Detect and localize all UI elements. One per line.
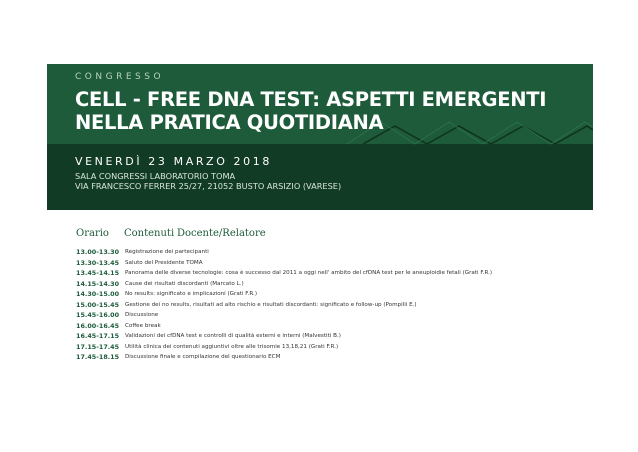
schedule-row <box>0 289 638 300</box>
row-description: Registrazione dei partecipanti <box>125 249 209 255</box>
event-title-line1: CELL - FREE DNA TEST: ASPETTI EMERGENTI <box>75 88 547 111</box>
schedule-row <box>0 258 638 269</box>
row-time: 17.45-18.15 <box>76 353 120 361</box>
header-banner <box>47 64 593 210</box>
row-time: 16.00-16.45 <box>76 321 120 330</box>
schedule-row <box>0 331 638 342</box>
event-title <box>75 88 546 134</box>
schedule-row <box>0 310 638 321</box>
header-time: Orario <box>76 228 109 239</box>
header-speaker: Docente/Relatore <box>177 228 266 239</box>
venue-name: SALA CONGRESSI LABORATORIO TOMA <box>75 171 236 181</box>
row-description: Saluto del Presidente TOMA <box>125 259 203 266</box>
row-description: Utilità clinica dei contenuti aggiuntivi oltre alle trisomie 13,18,21 (Grati F.R.) <box>125 343 339 350</box>
schedule-list <box>0 247 638 363</box>
schedule-row <box>0 352 638 363</box>
row-description: No results: significato e implicazioni (Grati F.R.) <box>125 291 258 297</box>
row-time: 13.00-13.30 <box>76 248 120 256</box>
row-description: Discussione finale e compilazione del questionario ECM <box>125 354 281 360</box>
row-description: Coffee break <box>125 322 161 329</box>
row-time: 14.30-15.00 <box>76 290 120 298</box>
row-time: 14.15-14.30 <box>76 279 120 288</box>
row-time: 13.45-14.15 <box>76 269 120 277</box>
schedule-row <box>0 321 638 332</box>
row-description: Cause dei risultati discordanti (Marcato L.) <box>125 280 244 287</box>
event-date: VENERDÌ 23 MARZO 2018 <box>75 155 272 168</box>
row-description: Discussione <box>125 312 159 318</box>
schedule-header <box>0 228 638 242</box>
venue-address: VIA FRANCESCO FERRER 25/27, 21052 BUSTO ARSIZIO (VARESE) <box>75 181 342 191</box>
row-description: Validazioni dei cfDNA test e controlli di qualità esterni e interni (Malvestiti B.) <box>125 333 341 339</box>
row-time: 15.00-15.45 <box>76 300 120 309</box>
row-time: 16.45-17.15 <box>76 332 120 340</box>
event-title-line2: NELLA PRATICA QUOTIDIANA <box>75 111 384 134</box>
row-time: 17.15-17.45 <box>76 342 120 351</box>
schedule-row <box>0 268 638 279</box>
event-kicker: CONGRESSO <box>75 72 165 82</box>
header-content: Contenuti <box>124 228 175 239</box>
row-description: Gestione dei no results, risultati ad alto rischio e risultati discordanti: significato e follow-up (Pompilii E.) <box>125 301 417 308</box>
schedule-row <box>0 247 638 258</box>
event-venue <box>75 171 341 191</box>
row-time: 15.45-16.00 <box>76 311 120 319</box>
row-time: 13.30-13.45 <box>76 258 120 267</box>
schedule-row <box>0 279 638 290</box>
schedule-row <box>0 342 638 353</box>
row-description: Panorama delle diverse tecnologie: cosa è successo dal 2011 a oggi nell' ambito del cfDNA test per le aneuploidie fetali (Grati F.R.) <box>125 270 493 276</box>
schedule-row <box>0 300 638 311</box>
